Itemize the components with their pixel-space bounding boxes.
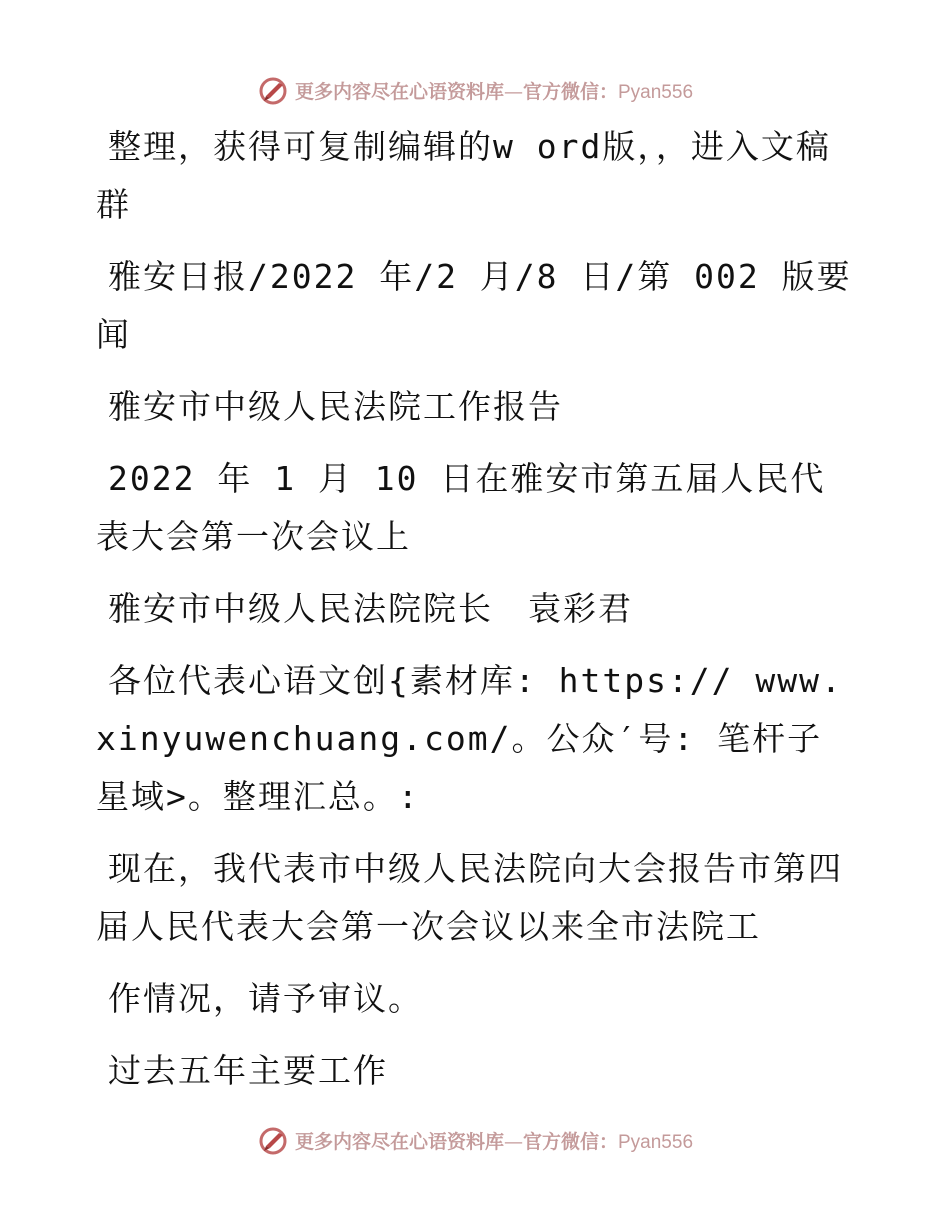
paragraph-greeting: 各位代表心语文创{素材库: https:// www.xinyuwenchuang.com/。公众′号: 笔杆子星域>。整理汇总。: — [96, 661, 843, 816]
paragraph-author: 雅安市中级人民法院院长 袁彩君 — [108, 589, 633, 628]
banner-wechat-id: Pyan556 — [618, 1131, 694, 1153]
banner-separator: — — [503, 1130, 523, 1153]
paragraph-title: 雅安市中级人民法院工作报告 — [108, 387, 563, 426]
pen-circle-icon — [257, 74, 289, 106]
paragraph-section-heading: 过去五年主要工作 — [108, 1051, 388, 1090]
banner-wechat-id: Pyan556 — [618, 81, 694, 103]
banner-text — [295, 1127, 693, 1154]
banner-wechat-label: 官方微信： — [522, 1130, 618, 1153]
paragraph-intro: 整理，获得可复制编辑的w ord版，，进入文稿群 — [96, 127, 831, 224]
banner-main-text: 更多内容尽在心语资料库 — [294, 80, 504, 103]
paragraph-report-intro: 现在，我代表市中级人民法院向大会报告市第四届人民代表大会第一次会议以来全市法院工 — [96, 849, 843, 946]
paragraph-date-meeting: 2022 年 1 月 10 日在雅安市第五届人民代表大会第一次会议上 — [96, 459, 826, 556]
paragraph-source: 雅安日报/2022 年/2 月/8 日/第 002 版要闻 — [96, 257, 852, 354]
banner-main-text: 更多内容尽在心语资料库 — [294, 1130, 504, 1153]
banner-separator: — — [503, 80, 523, 103]
banner-text — [295, 77, 693, 104]
footer-banner — [0, 1120, 950, 1160]
header-banner — [0, 70, 950, 110]
banner-wechat-label: 官方微信： — [522, 80, 618, 103]
paragraph-report-continue: 作情况，请予审议。 — [108, 979, 423, 1018]
pen-circle-icon — [257, 1124, 289, 1156]
document-body — [96, 118, 856, 1100]
